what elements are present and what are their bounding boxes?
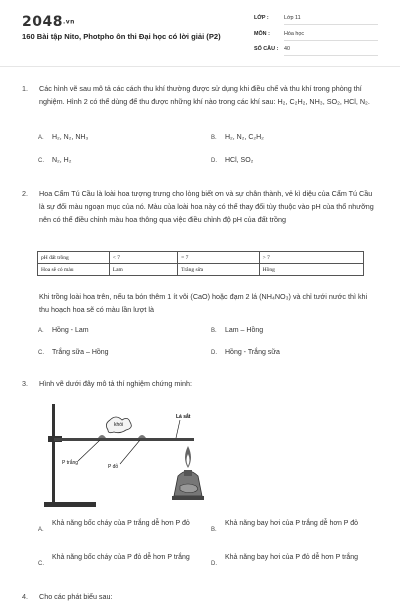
table-row: pH đất trồng < 7 = 7 > 7	[38, 252, 364, 264]
answer-option[interactable]: D. Hồng - Trắng sữa	[211, 349, 280, 356]
page-title: 160 Bài tập Nito, Photpho ôn thi Đại học có lời giải (P2)	[22, 32, 221, 41]
table-row: Hoa sẽ có màu Lam Trắng sữa Hồng	[38, 264, 364, 276]
page-header: 2048.vn 160 Bài tập Nito, Photpho ôn thi Đại học có lời giải (P2) LỚP : Lớp 11 MÔN : Hóa học SỐ CÂU : 40	[0, 0, 400, 66]
question-text: Hoa Cẩm Tú Cầu là loài hoa tượng trưng cho lòng biết ơn và sự chân thành, vẻ kì diệu của Cẩm Tú Cầu là sự đổi màu ngoạn mục của nó. Màu của loài hoa này có thể thay đổi tùy thuộc vào pH của thổ nhưỡng nên có thể điều chỉnh màu hoa thông qua việc điều chỉnh độ pH của đất trồng	[39, 189, 374, 224]
question-text: Cho các phát biểu sau:	[39, 592, 113, 601]
answer-option[interactable]: A. H₂, N₂, NH₃	[38, 134, 89, 141]
answer-option[interactable]: C. Trắng sữa – Hồng	[38, 349, 109, 356]
answer-option[interactable]: B. Lam – Hồng	[211, 327, 264, 334]
answer-option[interactable]: C. N₂, H₂	[38, 157, 72, 164]
answer-option[interactable]: D. HCl, SO₂	[211, 157, 254, 164]
site-logo[interactable]: 2048.vn	[22, 14, 75, 30]
diagram-label-white-p: P trắng	[62, 460, 79, 466]
question-text: Hình vẽ dưới đây mô tả thí nghiệm chứng minh:	[39, 379, 192, 388]
diagram-label-plate: Lá sắt	[176, 414, 191, 420]
diagram-label-smoke: khói	[114, 422, 124, 428]
experiment-diagram	[38, 398, 230, 510]
answer-option[interactable]: B. H₂, N₂, C₂H₂	[211, 134, 264, 141]
question-text: Các hình vẽ sau mô tả các cách thu khí thường được sử dụng khi điều chế và thu khí trong phòng thí nghiệm. Hình 2 có thể dùng để thu được những khí nào trong các khí sau: H₂, C₂H₂, NH₃, SO₂, HCl, N₂.	[39, 84, 370, 106]
diagram-label-red-p: P đỏ	[108, 464, 119, 470]
ph-color-table	[37, 251, 364, 276]
header-divider	[0, 66, 400, 67]
answer-option[interactable]: A. Hồng - Lam	[38, 327, 89, 334]
